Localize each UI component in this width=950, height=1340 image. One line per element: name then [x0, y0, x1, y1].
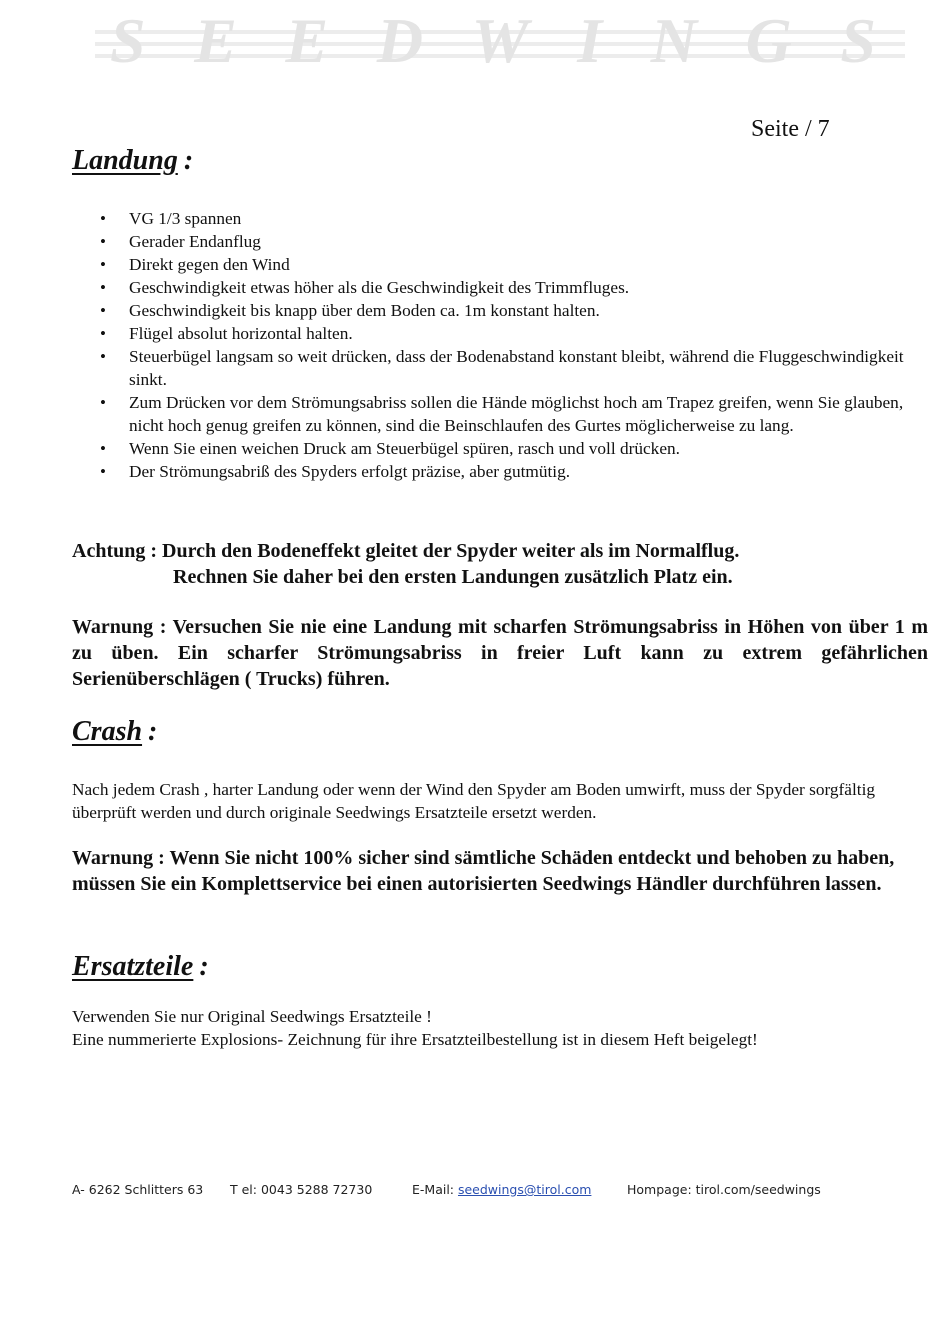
- footer-email: [412, 1182, 591, 1197]
- list-item: • VG 1/3 spannen: [100, 207, 935, 230]
- page-number: Seite / 7: [751, 116, 830, 142]
- crash-warning: Warnung : Wenn Sie nicht 100% sicher sind sämtliche Schäden entdeckt und behoben zu haben, müssen Sie ein Komplettservice bei einen autorisierten Seedwings Händler durchführen lassen.: [72, 847, 895, 895]
- section-heading-ersatzteile: Ersatzteile :: [72, 951, 209, 982]
- ersatzteile-line-1: Verwenden Sie nur Original Seedwings Ersatzteile !: [72, 1007, 432, 1026]
- achtung-notice: [72, 538, 928, 590]
- list-item: • Flügel absolut horizontal halten.: [100, 322, 935, 345]
- achtung-line-2: Rechnen Sie daher bei den ersten Landungen zusätzlich Platz ein.: [173, 566, 733, 588]
- list-item: • Wenn Sie einen weichen Druck am Steuerbügel spüren, rasch und voll drücken.: [100, 437, 935, 460]
- list-item: • Der Strömungsabriß des Spyders erfolgt präzise, aber gutmütig.: [100, 460, 935, 483]
- email-link[interactable]: seedwings@tirol.com: [457, 1182, 592, 1197]
- footer-homepage: Hompage: tirol.com/seedwings: [627, 1182, 821, 1197]
- crash-paragraph: Nach jedem Crash , harter Landung oder wenn der Wind den Spyder am Boden umwirft, muss der Spyder sorgfältig überprüft werden und durch originale Seedwings Ersatzteile ersetzt werden.: [72, 780, 876, 822]
- list-item: • Steuerbügel langsam so weit drücken, dass der Bodenabstand konstant bleibt, während die Fluggeschwindigkeit sinkt.: [100, 345, 935, 391]
- landing-warning: Warnung : Versuchen Sie nie eine Landung mit scharfen Strömungsabriss in Höhen von über 1 m zu üben. Ein scharfer Strömungsabriss in freier Luft kann zu extrem gefährlichen Serienüberschlägen ( Trucks) führen.: [72, 616, 928, 690]
- list-item: • Gerader Endanflug: [100, 230, 935, 253]
- footer-email-label: E-Mail:: [412, 1182, 458, 1197]
- ersatzteile-paragraph: [72, 1005, 928, 1051]
- list-item: • Geschwindigkeit etwas höher als die Geschwindigkeit des Trimmfluges.: [100, 276, 935, 299]
- section-heading-crash: Crash :: [72, 716, 158, 747]
- footer-telephone: T el: 0043 5288 72730: [230, 1182, 373, 1197]
- achtung-line-1: Achtung : Durch den Bodeneffekt gleitet der Spyder weiter als im Normalflug.: [72, 540, 740, 562]
- list-item: • Geschwindigkeit bis knapp über dem Boden ca. 1m konstant halten.: [100, 299, 935, 322]
- ersatzteile-line-2: Eine nummerierte Explosions- Zeichnung für ihre Ersatzteilbestellung ist in diesem Heft beigelegt!: [72, 1030, 758, 1049]
- list-item: • Direkt gegen den Wind: [100, 253, 935, 276]
- section-heading-landung: Landung :: [72, 145, 194, 176]
- svg-text:SEEDWINGS: SEEDWINGS: [110, 10, 890, 68]
- seedwings-watermark-logo: [95, 10, 905, 68]
- list-item: • Zum Drücken vor dem Strömungsabriss sollen die Hände möglichst hoch am Trapez greifen, wenn Sie glauben, nicht hoch genug greifen zu können, sind die Beinschlaufen des Gurtes möglicherweise zu lang.: [100, 391, 935, 437]
- landing-checklist: [100, 207, 935, 483]
- footer-address: A- 6262 Schlitters 63: [72, 1182, 204, 1197]
